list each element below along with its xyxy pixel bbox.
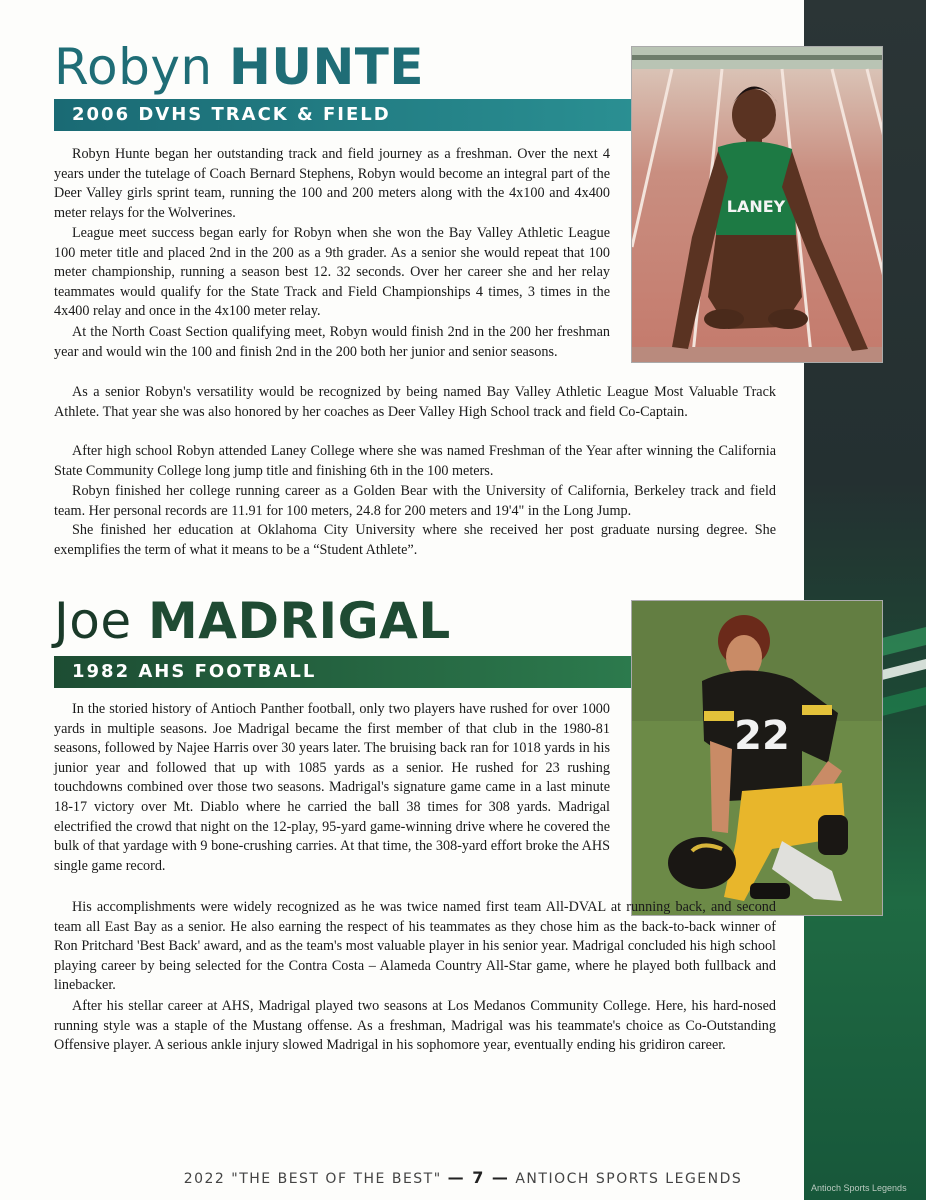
athlete1-last-name: HUNTE [229,38,425,96]
athlete1-paragraph: Robyn finished her college running career as a Golden Bear with the University of California, Berkeley track and field team. Her personal records are 11.91 for 100 meters, 24.8 for 200 meters and 19'4" in the Long Jump. [54,483,776,519]
athlete1-paragraph: Robyn Hunte began her outstanding track and field journey as a freshman. Over the next 4 years under the tutelage of Coach Bernard Stephens, Robyn would become an integral part of the Deer Valley girls sprint team, running the 100 and 200 meters along with the 4x100 and 4x400 meter relays for the Wolverines. [54,146,610,221]
photo-jersey-text: LANEY [726,197,786,216]
photo-jersey-number: 22 [734,713,790,759]
athlete1-paragraph: After high school Robyn attended Laney College where she was named Freshman of the Year after winning the California State Community College long jump title and finishing 6th in the 100 meters. [54,443,776,479]
footer-left: 2022 "THE BEST OF THE BEST" [183,1171,442,1187]
sidebar-caption: Antioch Sports Legends [811,1183,907,1193]
athlete1-paragraph: As a senior Robyn's versatility would be recognized by being named Bay Valley Athletic League Most Valuable Track Athlete. That year she was also honored by her coaches as Deer Valley High School track and field Co-Captain. [54,384,776,420]
athlete2-paragraph: After his stellar career at AHS, Madrigal played two seasons at Los Medanos Community College. Here, his hard-nosed running style was a staple of the Mustang offense. As a freshman, Madrigal was his teammate's choice as Co-Outstanding Offensive player. A serious ankle injury slowed Madrigal in his sophomore year, eventually ending his gridiron career. [54,998,776,1054]
athlete1-first-name: Robyn [54,38,213,96]
athlete2-first-name: Joe [54,592,132,650]
athlete1-photo [631,46,883,363]
page-number: — 7 — [447,1168,510,1187]
page-footer [0,1168,926,1187]
athlete1-name [54,38,424,96]
athlete1-paragraph: At the North Coast Section qualifying meet, Robyn would finish 2nd in the 200 her freshman year and would win the 100 and finish 2nd in the 200 both her junior and senior seasons. [54,324,610,360]
footer-right: ANTIOCH SPORTS LEGENDS [515,1171,743,1187]
athlete2-photo [631,600,883,916]
athlete1-paragraph: League meet success began early for Robyn when she won the Bay Valley Athletic League 100 meter title and placed 2nd in the 200 as a 9th grader. As a senior she would repeat that 100 meter championship, running a season best 12. 32 seconds. Over her career she and her relay teammates would qualify for the State Track and Field Championships 4 times, 3 times in the 4x400 relay and once in the 4x100 meter relay. [54,225,610,320]
athlete2-paragraph: In the storied history of Antioch Panther football, only two players have rushed for over 1000 yards in multiple seasons. Joe Madrigal became the first member of that club in the 1980-81 seasons, followed by Najee Harris over 30 years later. The bruising back ran for 1018 yards in his junior year and followed that up with 1085 yards as a senior. He rushed for 23 rushing touchdowns combined over those two seasons. Madrigal's signature game came in a last minute 18-17 victory over Mt. Diablo where he carried the ball 38 times for 308 yards. Madrigal electrified the crowd that night on the 12-play, 95-yard game-winning drive where he covered the bulk of that yardage with 9 bone-crushing carries. At that time, the 308-yard effort broke the AHS single game record. [54,701,610,874]
athlete1-paragraph: She finished her education at Oklahoma City University where she received her post graduate nursing degree. She exemplifies the term of what it means to be a “Student Athlete”. [54,522,776,558]
athlete1-banner: 2006 DVHS TRACK & FIELD [54,99,632,131]
athlete2-paragraph: His accomplishments were widely recognized as he was twice named first team All-DVAL at running back, and second team all East Bay as a senior. He also earning the respect of his teammates as they chose him as the back-to-back winner of Ron Pritchard 'Best Back' award, and as the team's most valuable player in his senior year. Madrigal concluded his high school playing career by being selected for the Contra Costa – Alameda Country All-Star game, where he played both fullback and linebacker. [54,899,776,994]
athlete2-last-name: MADRIGAL [148,592,451,650]
athlete2-banner: 1982 AHS FOOTBALL [54,656,632,688]
athlete2-name [54,592,451,650]
